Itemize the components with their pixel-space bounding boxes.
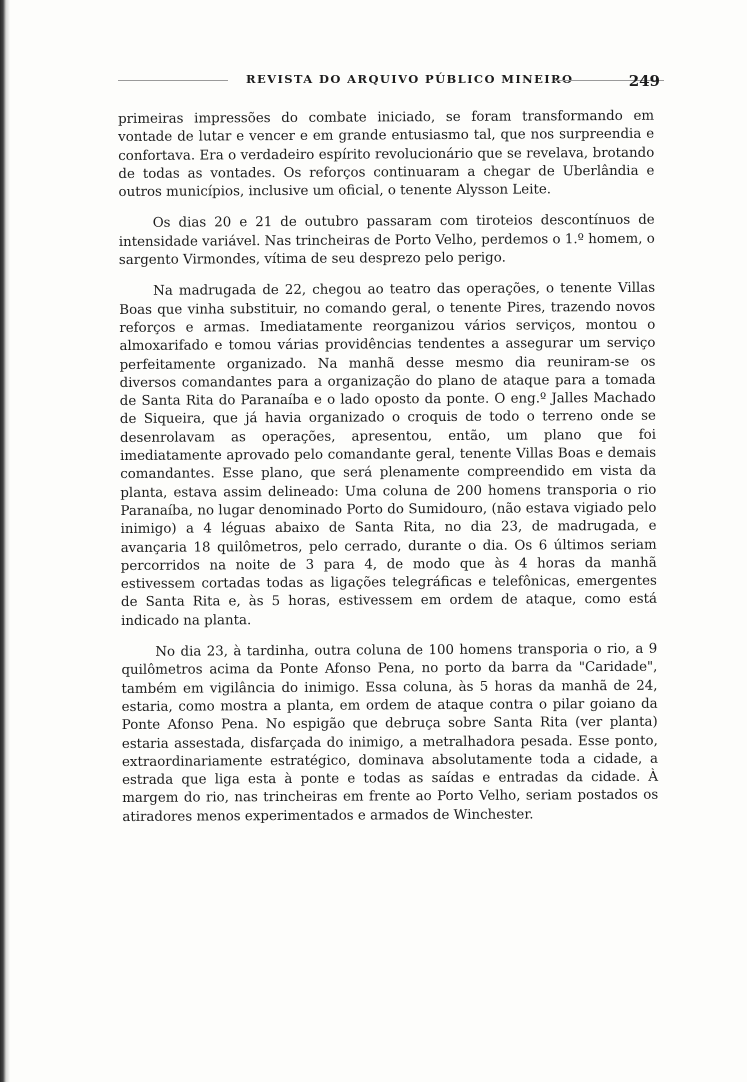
running-head: REVISTA DO ARQUIVO PÚBLICO MINEIRO — [246, 72, 574, 86]
paragraph: Os dias 20 e 21 de outubro passaram com tiroteios descontínuos de intensidade variável. Nas trincheiras de Porto Velho, perdemos o 1.º homem, o sargento Virmondes, vítima de seu desprezo pelo perigo. — [118, 213, 655, 269]
binding-edge-shadow — [0, 0, 10, 1082]
page-header — [118, 64, 666, 98]
paragraph-continuation: primeiras impressões do combate iniciado, se foram transformando em vontade de lutar e vencer e em grande entusiasmo tal, que nos surpreendia e confortava. Era o verdadeiro espírito revolucionário que se revelava, brotando de todas as vontades. Os reforços continuaram a chegar de Uberlândia e outros municípios, inclusive um oficial, o tenente Alysson Leite. — [118, 108, 655, 201]
header-rule-left — [118, 80, 228, 81]
paragraph: Na madrugada de 22, chegou ao teatro das operações, o tenente Villas Boas que vinha substituir, no comando geral, o tenente Pires, trazendo novos reforços e armas. Imediatamente reorganizou vários serviços, montou o almoxarifado e tomou várias providências tendentes a assegurar um serviço perfeitamente organizado. Na manhã desse mesmo dia reuniram-se os diversos comandantes para a organização do plano de ataque para a tomada de Santa Rita do Paranaíba e o lado oposto da ponte. O eng.º Jalles Machado de Siqueira, que já havia organizado o croquis de todo o terreno onde se desenrolavam as operações, apresentou, então, um plano que foi imediatamente aprovado pelo comandante geral, tenente Villas Boas e demais comandantes. Esse plano, que será plenamente compreendido em vista da planta, estava assim delineado: Uma coluna de 200 homens transporia o rio Paranaíba, no lugar denominado Porto do Sumidouro, (não estava vigiado pelo inimigo) a 4 léguas abaixo de Santa Rita, no dia 23, de madrugada, e avançaria 18 quilômetros, pelo cerrado, durante o dia. Os 6 últimos seriam percorridos na noite de 3 para 4, de modo que às 4 horas da manhã estivessem cortadas todas as ligações telegráficas e telefônicas, emergentes de Santa Rita e, às 5 horas, estivessem em ordem de ataque, como está indicado na planta. — [119, 281, 658, 629]
page-number: 249 — [628, 72, 660, 90]
paragraph: No dia 23, à tardinha, outra coluna de 100 homens transporia o rio, a 9 quilômetros acima da Ponte Afonso Pena, no porto da barra da "Caridade", também em vigilância do inimigo. Essa coluna, às 5 horas da manhã de 24, estaria, como mostra a planta, em ordem de ataque contra o pilar goiano da Ponte Afonso Pena. No espigão que debruça sobre Santa Rita (ver planta) estaria assestada, disfarçada do inimigo, a metralhadora pesada. Esse ponto, extraordinariamente estratégico, dominava absolutamente toda a cidade, a estrada que liga esta à ponte e todas as saídas e entradas da cidade. À margem do rio, nas trincheiras em frente ao Porto Velho, seriam postados os atiradores menos experimentados e armados de Winchester. — [121, 641, 659, 825]
body-text — [118, 108, 658, 840]
